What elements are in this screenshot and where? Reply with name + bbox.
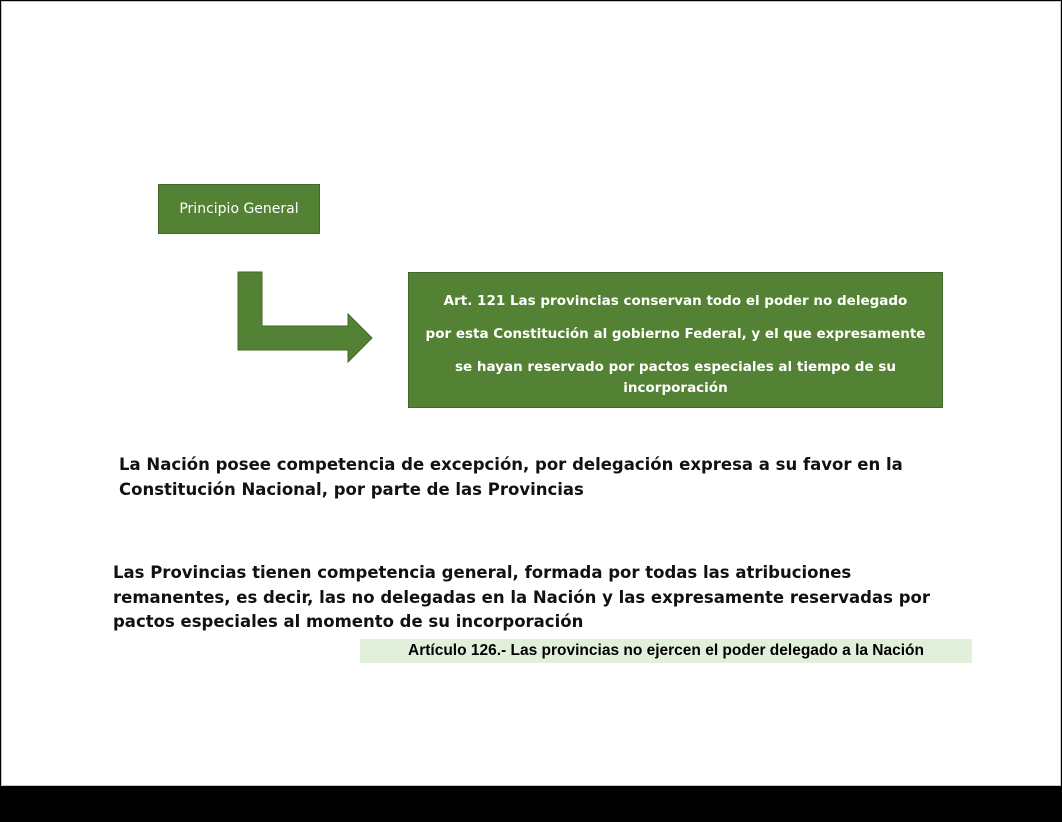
provincias-competencia-paragraph: Las Provincias tienen competencia general, formada por todas las atribuciones remanentes, es decir, las no delegadas en la Nación y las expresamente reservadas por pactos especiales al momento de su incorporación	[113, 563, 930, 631]
principio-general-box	[158, 184, 320, 234]
art-121-line: por esta Constitución al gobierno Federal, y el que expresamente	[425, 326, 926, 342]
art-121-box	[408, 272, 943, 408]
slide	[1, 1, 1061, 786]
art-121-line: incorporación	[623, 380, 728, 396]
bent-arrow-down-right-icon	[236, 270, 376, 364]
art-126-label: Artículo 126.- Las provincias no ejercen el poder delegado a la Nación	[408, 642, 924, 659]
principio-general-label: Principio General	[179, 201, 299, 217]
art-126-highlight	[360, 639, 972, 663]
art-121-line: se hayan reservado por pactos especiales al tiempo de su	[455, 359, 896, 375]
art-121-line: Art. 121 Las provincias conservan todo el poder no delegado	[443, 293, 908, 309]
nacion-competencia-paragraph: La Nación posee competencia de excepción, por delegación expresa a su favor en la Constitución Nacional, por parte de las Provincias	[119, 455, 903, 499]
